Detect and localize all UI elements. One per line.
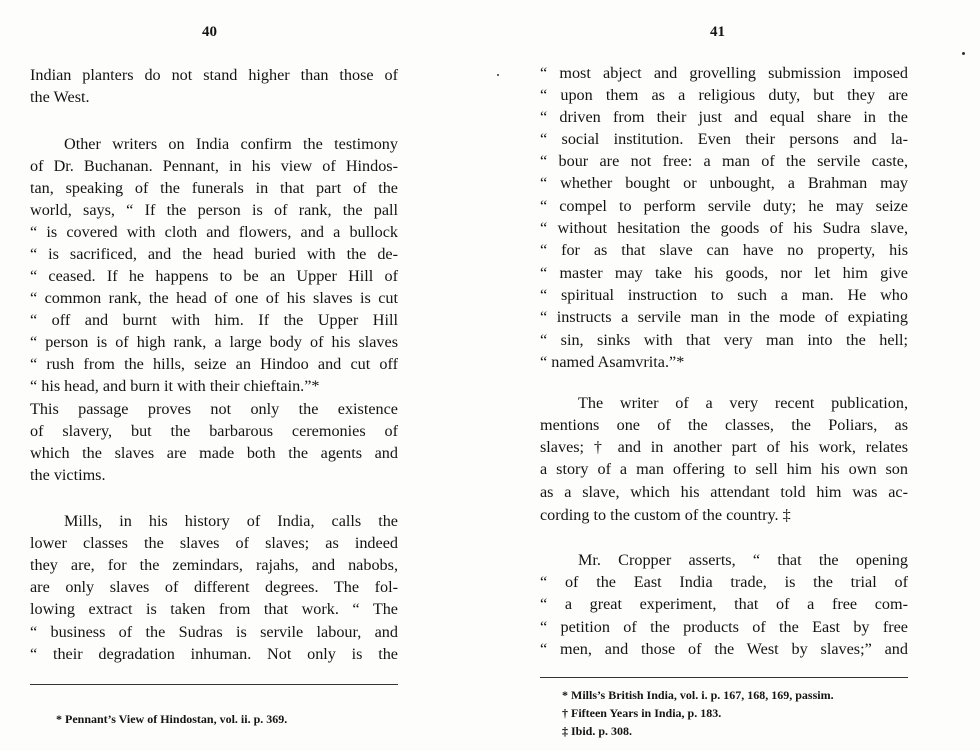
text-line: “ driven from their just and equal share in the — [540, 108, 908, 126]
text-line: “ off and burnt with him. If the Upper Hill — [30, 311, 398, 329]
text-line: as a slave, which his attendant told him was ac- — [540, 483, 908, 501]
text-line: “ spiritual instruction to such a man. He who — [540, 286, 908, 304]
footnote: † Fifteen Years in India, p. 183. — [562, 706, 722, 720]
text-line: “ his head, and burn it with their chieftain.”* — [30, 377, 320, 395]
text-line: Mr. Cropper asserts, “ that the opening — [578, 551, 908, 569]
text-line: “ person is of high rank, a large body of his slaves — [30, 333, 398, 351]
text-line: “ ceased. If he happens to be an Upper Hill of — [30, 267, 398, 285]
footnote: * Pennant’s View of Hindostan, vol. ii. p. 369. — [56, 712, 288, 726]
right-page — [490, 0, 980, 751]
text-line: “ of the East India trade, is the trial of — [540, 573, 908, 591]
text-line: “ rush from the hills, seize an Hindoo and cut off — [30, 355, 398, 373]
text-line: This passage proves not only the existence — [30, 400, 398, 418]
text-line: “ petition of the products of the East by free — [540, 618, 908, 636]
text-line: “ men, and those of the West by slaves;” and — [540, 640, 908, 658]
text-line: cording to the custom of the country. ‡ — [540, 506, 791, 524]
page-number: 40 — [202, 24, 217, 40]
text-line: slaves; † and in another part of his work, relates — [540, 438, 908, 456]
text-line: mentions one of the classes, the Poliars, as — [540, 416, 908, 434]
text-line: “ is covered with cloth and flowers, and a bullock — [30, 223, 398, 241]
scan-speck — [497, 74, 499, 76]
text-line: The writer of a very recent publication, — [578, 394, 908, 412]
text-line: a story of a man offering to sell him his own son — [540, 460, 908, 478]
text-line: world, says, “ If the person is of rank, the pall — [30, 201, 398, 219]
text-line: tan, speaking of the funerals in that part of the — [30, 179, 398, 197]
text-line: “ master may take his goods, nor let him give — [540, 264, 908, 282]
text-line: “ sin, sinks with that very man into the hell; — [540, 331, 908, 349]
text-line: “ instructs a servile man in the mode of expiating — [540, 308, 908, 326]
text-line: of slavery, but the barbarous ceremonies of — [30, 422, 398, 440]
text-line: “ bour are not free: a man of the servile caste, — [540, 152, 908, 170]
footnote: ‡ Ibid. p. 308. — [562, 724, 633, 738]
text-line: “ is sacrificed, and the head buried with the de- — [30, 245, 398, 263]
text-line: lowing extract is taken from that work. “ The — [30, 600, 398, 618]
text-line: “ whether bought or unbought, a Brahman may — [540, 174, 908, 192]
page-number: 41 — [710, 24, 725, 40]
text-line: “ common rank, the head of one of his slaves is cut — [30, 289, 398, 307]
text-line: they are, for the zemindars, rajahs, and nabobs, — [30, 556, 398, 574]
text-line: “ most abject and grovelling submission imposed — [540, 64, 908, 82]
text-line: “ their degradation inhuman. Not only is the — [30, 645, 398, 663]
text-line: “ upon them as a religious duty, but they are — [540, 86, 908, 104]
text-line: “ social institution. Even their persons and la- — [540, 130, 908, 148]
text-line: “ compel to perform servile duty; he may seize — [540, 197, 908, 215]
text-line: “ business of the Sudras is servile labour, and — [30, 623, 398, 641]
footnote-rule — [540, 677, 908, 678]
left-page — [0, 0, 470, 751]
text-line: “ for as that slave can have no property, his — [540, 241, 908, 259]
scan-speck — [962, 52, 965, 55]
text-line: “ named Asamvrita.”* — [540, 353, 685, 371]
text-line: of Dr. Buchanan. Pennant, in his view of Hindos- — [30, 157, 398, 175]
text-line: Indian planters do not stand higher than those of — [30, 66, 398, 84]
text-line: “ without hesitation the goods of his Sudra slave, — [540, 219, 908, 237]
text-line: Other writers on India confirm the testimony — [64, 135, 398, 153]
text-line: the victims. — [30, 466, 106, 484]
text-line: the West. — [30, 88, 90, 106]
text-line: “ a great experiment, that of a free com- — [540, 595, 908, 613]
text-line: are only slaves of different degrees. The fol- — [30, 578, 398, 596]
footnote: * Mills’s British India, vol. i. p. 167, 168, 169, passim. — [562, 688, 834, 702]
footnote-rule — [30, 684, 398, 685]
text-line: lower classes the slaves of slaves; as indeed — [30, 534, 398, 552]
text-line: which the slaves are made both the agents and — [30, 444, 398, 462]
text-line: Mills, in his history of India, calls the — [64, 512, 398, 530]
